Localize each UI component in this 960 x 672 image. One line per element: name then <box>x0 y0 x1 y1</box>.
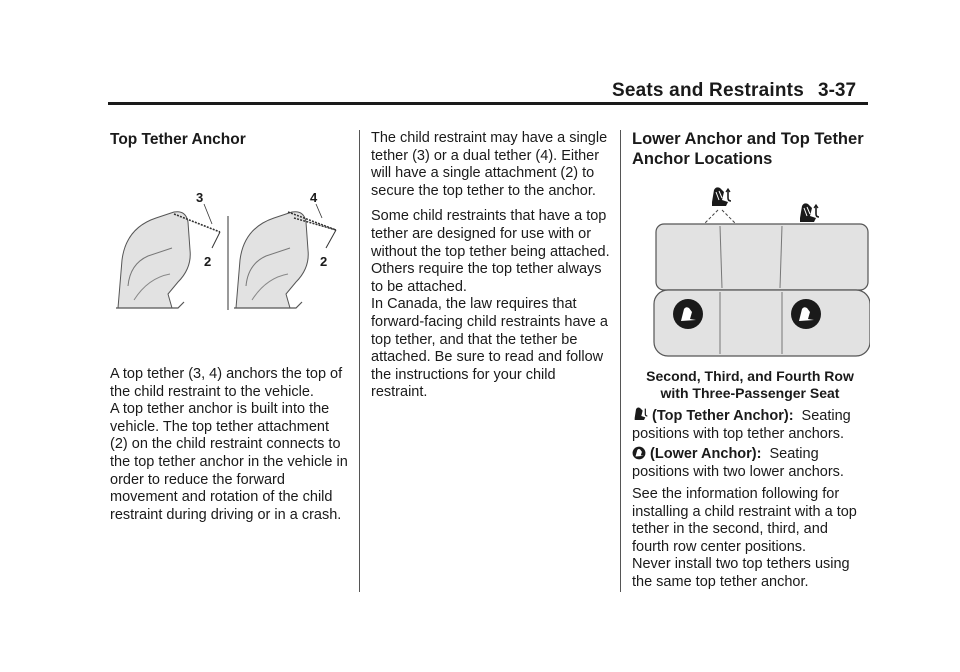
child-restraint-tether-figure <box>108 190 352 320</box>
column-1-body <box>110 366 350 532</box>
label-tether-dual: 4 <box>310 190 318 205</box>
canada-law-paragraph: In Canada, the law requires that forward-facing child restraints have a top tether, and that the tether be attached. Be sure to read and follow the instructions for your child restraint. <box>371 296 608 401</box>
tether-types-paragraph: The child restraint may have a single tether (3) or a dual tether (4). Either will have a single attachment (2) to secure the top tether to the anchor. <box>371 130 608 199</box>
legend-top-tether-desc: Seating positions with top tether anchors. <box>632 408 851 442</box>
legend-top-tether <box>632 406 868 443</box>
label-attachment-right: 2 <box>320 254 328 269</box>
legend-top-tether-term: (Top Tether Anchor): <box>652 408 794 424</box>
label-tether-single: 3 <box>196 190 204 205</box>
label-attachment-left: 2 <box>204 254 212 269</box>
top-tether-intro: A top tether (3, 4) anchors the top of the child restraint to the vehicle. <box>110 366 343 400</box>
top-tether-description: A top tether anchor is built into the vehicle. The top tether attachment (2) on the child restraint connects to the top tether anchor in the vehicle in order to reduce the forward movement and rotation of the child restraint during driving or in a crash. <box>110 401 348 523</box>
legend-lower-anchor-term: (Lower Anchor): <box>650 446 762 462</box>
lower-anchor-symbol-icon <box>632 446 646 460</box>
seat-figure-caption <box>632 368 868 402</box>
section-title: Seats and Restraints <box>612 80 804 101</box>
lower-anchor-icon-right <box>791 299 821 329</box>
installation-info-paragraph: See the information following for installing a child restraint with a top tether in the second, third, and fourth row center positions. <box>632 486 857 555</box>
top-tether-anchor-heading: Top Tether Anchor <box>110 131 246 148</box>
top-tether-anchor-icon-center <box>712 187 731 206</box>
legend-lower-anchor <box>632 446 868 481</box>
legend-lower-anchor-desc: Seating positions with two lower anchors. <box>632 446 844 480</box>
lower-anchor-icon-left <box>673 299 703 329</box>
three-passenger-seat-figure <box>638 180 870 370</box>
top-tether-symbol-icon <box>632 406 648 422</box>
top-tether-anchor-icon-right <box>800 203 819 222</box>
column-divider-right <box>620 130 621 592</box>
caption-line-2: with Three-Passenger Seat <box>660 385 840 401</box>
page-number: 3-37 <box>818 80 857 101</box>
column-divider-left <box>359 130 360 592</box>
caption-line-1: Second, Third, and Fourth Row <box>646 368 854 384</box>
tether-usage-paragraph: Some child restraints that have a top tether are designed for use with or without the top tether being attached. Others require the top tether always to be attached. <box>371 208 610 295</box>
column-2 <box>371 130 611 410</box>
tether-warning-paragraph: Never install two top tethers using the same top tether anchor. <box>632 556 850 590</box>
lower-anchor-heading: Lower Anchor and Top Tether Anchor Locations <box>632 130 864 168</box>
seat-back <box>656 224 868 290</box>
column-3 <box>632 130 868 169</box>
header-rule <box>108 102 868 105</box>
column-1 <box>110 130 350 149</box>
